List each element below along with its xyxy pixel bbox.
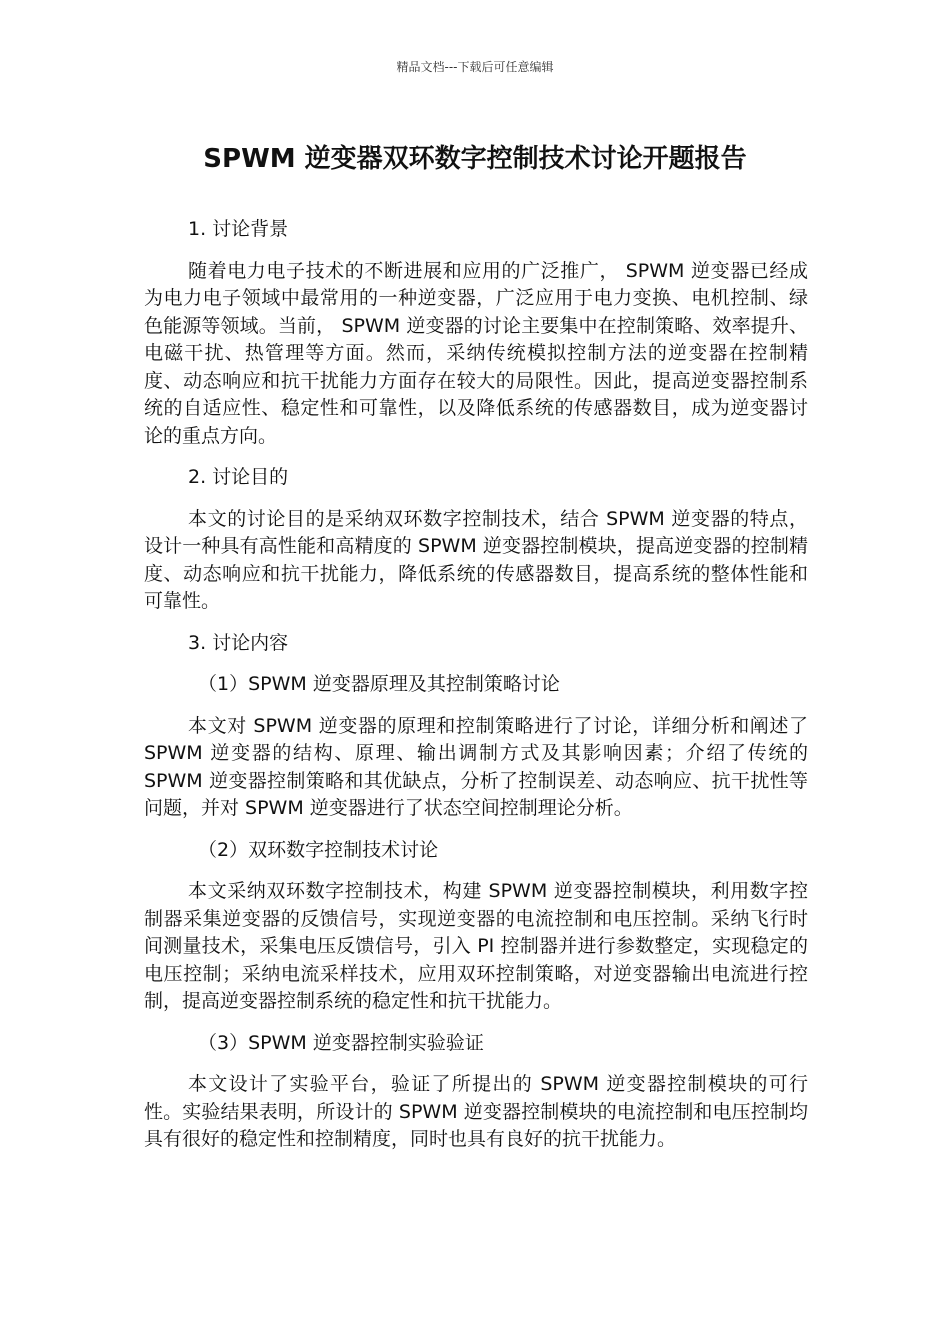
- paragraph-experiment: 本文设计了实验平台，验证了所提出的 SPWM 逆变器控制模块的可行性。实验结果表明，所设计的 SPWM 逆变器控制模块的电流控制和电压控制均具有很好的稳定性和控制精度，同时也具有良好的抗干扰能力。: [144, 1073, 808, 1150]
- subsection-heading-dual-loop: （2）双环数字控制技术讨论: [198, 838, 439, 861]
- document-body: [144, 216, 808, 1168]
- paragraph-background: 随着电力电子技术的不断进展和应用的广泛推广， SPWM 逆变器已经成为电力电子领域中最常用的一种逆变器，广泛应用于电力变换、电机控制、绿色能源等领域。当前， SPWM 逆变器的讨论主要集中在控制策略、效率提升、电磁干扰、热管理等方面。然而，采纳传统模拟控制方法的逆变器在控制精度、动态响应和抗干扰能力方面存在较大的局限性。因此，提高逆变器控制系统的自适应性、稳定性和可靠性，以及降低系统的传感器数目，成为逆变器讨论的重点方向。: [144, 259, 808, 447]
- paragraph-dual-loop: 本文采纳双环数字控制技术，构建 SPWM 逆变器控制模块，利用数字控制器采集逆变器的反馈信号，实现逆变器的电流控制和电压控制。采纳飞行时间测量技术，采集电压反馈信号，引入 PI 控制器并进行参数整定，实现稳定的电压控制；采纳电流采样技术，应用双环控制策略，对逆变器输出电流进行控制，提高逆变器控制系统的稳定性和抗干扰能力。: [144, 880, 808, 1012]
- subsection-heading-principle: （1）SPWM 逆变器原理及其控制策略讨论: [198, 673, 560, 695]
- section-heading-content: 3. 讨论内容: [188, 631, 289, 654]
- paragraph-purpose: 本文的讨论目的是采纳双环数字控制技术，结合 SPWM 逆变器的特点，设计一种具有高性能和高精度的 SPWM 逆变器控制模块，提高逆变器的控制精度、动态响应和抗干扰能力，降低系统的传感器数目，提高系统的整体性能和可靠性。: [144, 507, 808, 612]
- section-heading-purpose: 2. 讨论目的: [188, 466, 289, 488]
- section-heading-background: 1. 讨论背景: [188, 218, 289, 240]
- header-note: 精品文档---下载后可任意编辑: [396, 60, 554, 74]
- document-title: SPWM 逆变器双环数字控制技术讨论开题报告: [203, 144, 747, 174]
- subsection-heading-experiment: （3）SPWM 逆变器控制实验验证: [198, 1031, 484, 1054]
- paragraph-principle: 本文对 SPWM 逆变器的原理和控制策略进行了讨论，详细分析和阐述了 SPWM 逆变器的结构、原理、输出调制方式及其影响因素；介绍了传统的 SPWM 逆变器控制策略和其优缺点，分析了控制误差、动态响应、抗干扰性等问题，并对 SPWM 逆变器进行了状态空间控制理论分析。: [144, 714, 808, 819]
